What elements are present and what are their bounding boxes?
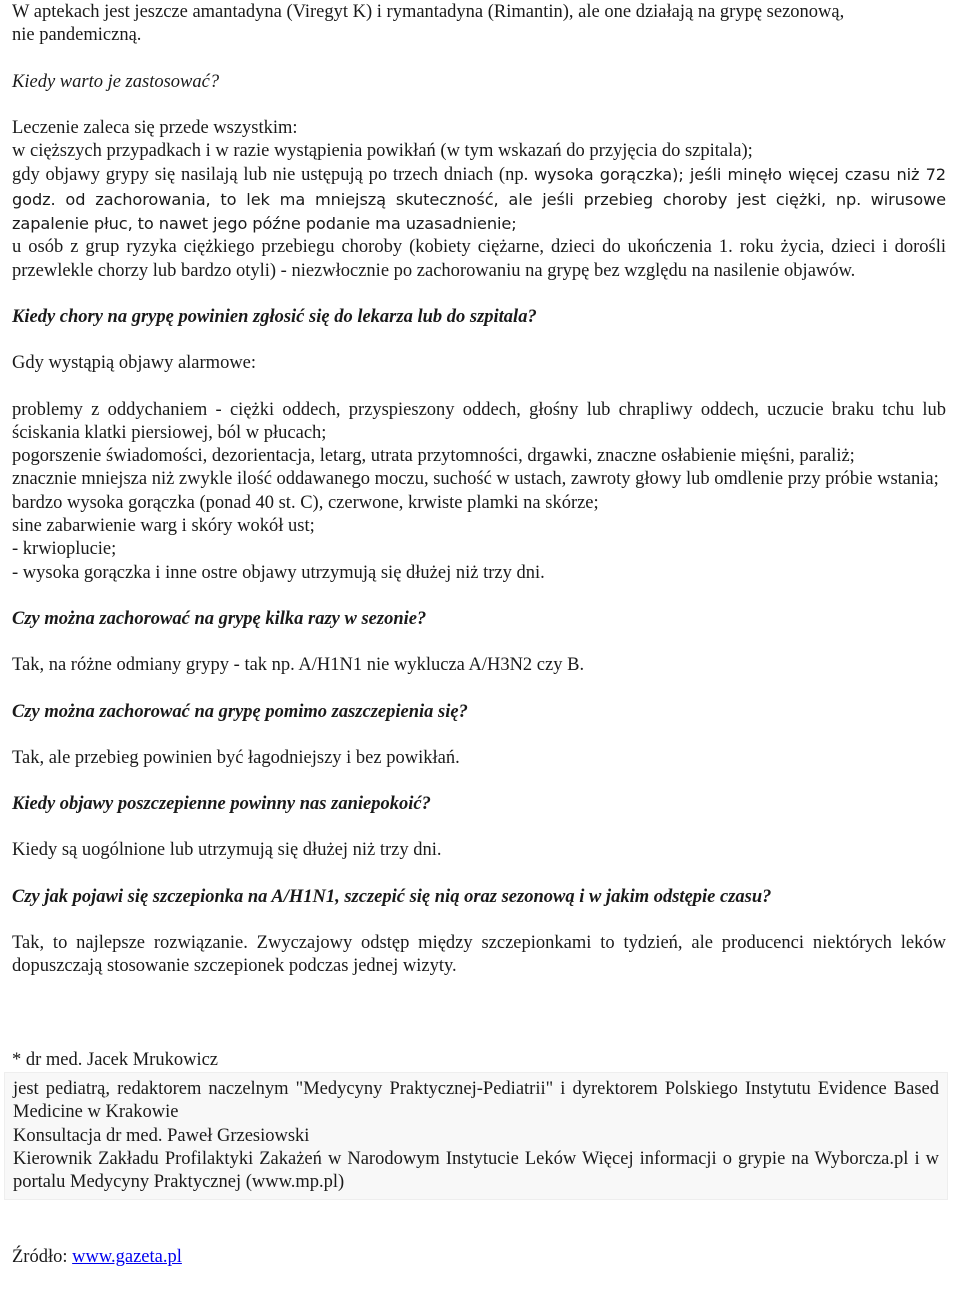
q2-item: - wysoka gorączka i inne ostre objawy utrzymują się dłużej niż trzy dni. xyxy=(12,562,545,583)
source-line xyxy=(12,1246,946,1269)
q2-item: znacznie mniejsza niż zwykle ilość oddawanego moczu, suchość w ustach, zawroty głowy lub omdlenie przy próbie wstania; xyxy=(12,469,939,490)
q2-item: - krwioplucie; xyxy=(12,539,117,560)
q5-answer: Kiedy są uogólnione lub utrzymują się dłużej niż trzy dni. xyxy=(12,840,442,861)
q2-heading: Kiedy chory na grypę powinien zgłosić się do lekarza lub do szpitala? xyxy=(12,306,537,327)
q4-answer: Tak, ale przebieg powinien być łagodniejszy i bez powikłań. xyxy=(12,747,460,768)
bio-line-1: jest pediatrą, redaktorem naczelnym "Medycyny Praktycznej-Pediatrii" i dyrektorem Polskiego Instytutu Evidence Based Medicine w Krakowie xyxy=(13,1078,939,1123)
q2-symptom-list xyxy=(12,399,946,585)
q2-item: problemy z oddychaniem - ciężki oddech, przyspieszony oddech, głośny lub chrapliwy oddech, uczucie braku tchu lub ściskania klatki piersiowej, ból w płucach; xyxy=(12,399,946,443)
bio-line-3: Kierownik Zakładu Profilaktyki Zakażeń w Narodowym Instytucie Leków Więcej informacji o grypie na Wyborcza.pl i w portalu Medycyny Praktycznej (www.mp.pl) xyxy=(13,1148,939,1193)
q1-item-3: u osób z grup ryzyka ciężkiego przebiegu choroby (kobiety ciężarne, dzieci do ukończenia 1. roku życia, dzieci i dorośli przewlekle chorzy lub bardzo otyli) - niezwłocznie po zachorowaniu na grypę bez względu na nasilenie objawów. xyxy=(12,237,946,281)
q3-heading: Czy można zachorować na grypę kilka razy w sezonie? xyxy=(12,608,427,629)
q6-answer: Tak, to najlepsze rozwiązanie. Zwyczajowy odstęp między szczepionkami to tydzień, ale producenci niektórych leków dopuszczają stosowanie szczepionek podczas jednej wizyty. xyxy=(12,933,946,977)
q2-lead: Gdy wystąpią objawy alarmowe: xyxy=(12,353,257,374)
source-label: Źródło: xyxy=(12,1247,73,1268)
footnote-author: * dr med. Jacek Mrukowicz xyxy=(12,1049,219,1070)
intro-paragraph xyxy=(12,0,946,48)
q1-heading: Kiedy warto je zastosować? xyxy=(12,71,220,92)
q6-heading: Czy jak pojawi się szczepionka na A/H1N1, szczepić się nią oraz sezonową i w jakim odstępie czasu? xyxy=(12,886,772,907)
q2-item: sine zabarwienie warg i skóry wokół ust; xyxy=(12,516,315,537)
article xyxy=(12,0,946,1270)
q1-item-2 xyxy=(12,163,946,236)
q1-item-2-part-3: wirusowe zapalenie płuc, to nawet jego późne podanie ma uzasadnienie; xyxy=(12,189,946,234)
bio-line-2: Konsultacja dr med. Paweł Grzesiowski xyxy=(13,1125,310,1146)
intro-line-2: nie pandemiczną. xyxy=(12,25,142,46)
intro-line-1: W aptekach jest jeszcze amantadyna (Viregyt K) i rymantadyna (Rimantin), ale one działają na grypę sezonową, xyxy=(12,2,845,22)
q3-answer: Tak, na różne odmiany grypy - tak np. A/H1N1 nie wyklucza A/H3N2 czy B. xyxy=(12,655,585,676)
q2-item: bardzo wysoka gorączka (ponad 40 st. C), czerwone, krwiste plamki na skórze; xyxy=(12,492,599,513)
q1-answer xyxy=(12,117,946,283)
q1-item-2-part-1: gdy objawy grypy się nasilają lub nie ustępują po trzech dniach (np. xyxy=(12,165,529,186)
q1-lead: Leczenie zaleca się przede wszystkim: xyxy=(12,117,298,138)
q1-item-2-part-2: wysoka gorączka); jeśli minęło więcej czasu niż 72 godz. od zachorowania, to lek ma mniejszą skuteczność, ale jeśli przebieg choroby jest ciężki, np. xyxy=(12,165,947,209)
source-link[interactable]: www.gazeta.pl xyxy=(72,1247,182,1268)
author-bio-box xyxy=(4,1072,948,1200)
q5-heading: Kiedy objawy poszczepienne powinny nas zaniepokoić? xyxy=(12,794,431,815)
q2-item: pogorszenie świadomości, dezorientacja, letarg, utrata przytomności, drgawki, znaczne osłabienie mięśni, paraliż; xyxy=(12,446,855,467)
q1-item-1: w cięższych przypadkach i w razie wystąpienia powikłań (w tym wskazań do przyjęcia do szpitala); xyxy=(12,141,753,162)
q4-heading: Czy można zachorować na grypę pomimo zaszczepienia się? xyxy=(12,701,468,722)
